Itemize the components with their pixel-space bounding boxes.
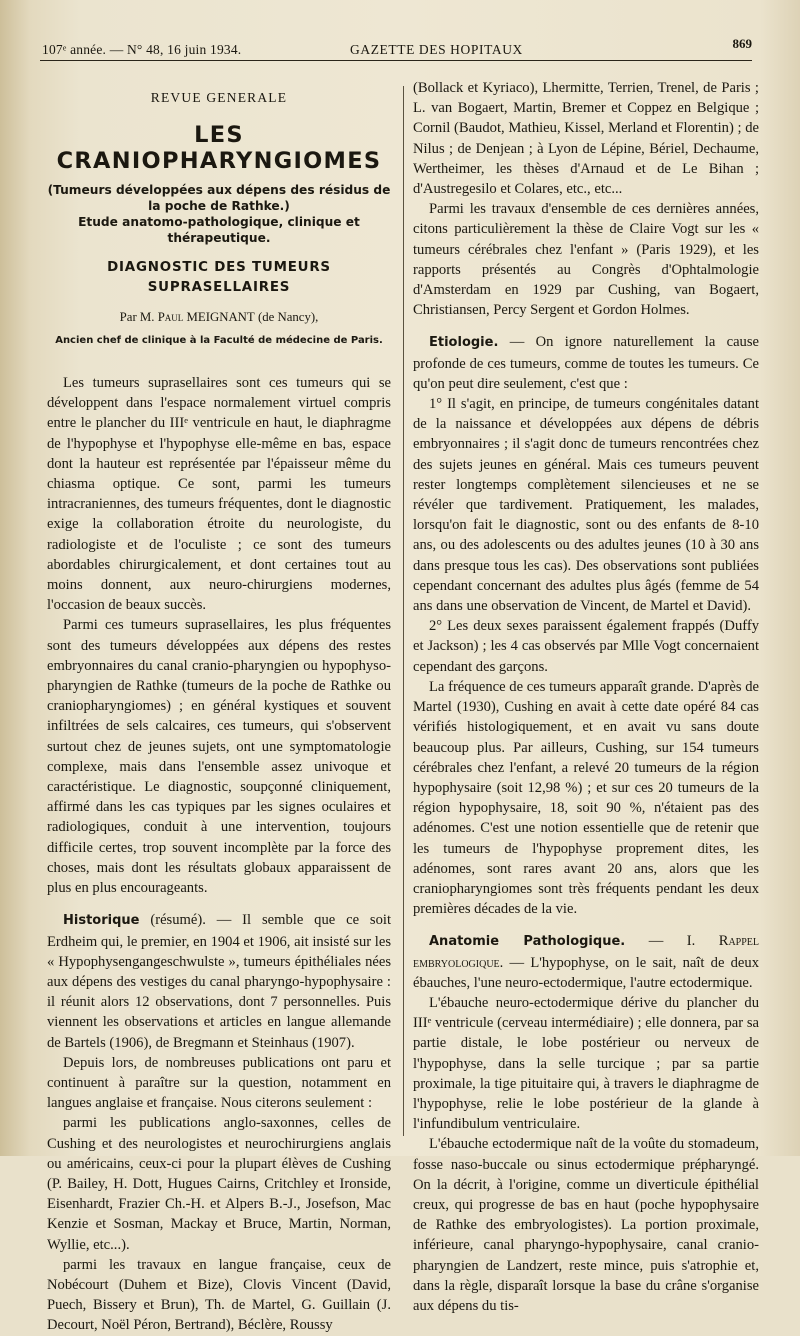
paragraph: L'ébauche ectodermique naît de la voûte du stomadeum, fosse naso-buccale ou sinus ectodermique prépharyngé. On la décrit, à l'origine, comme un diverticule épithélial creux, qui progresse de bas en haut (poche hypophysaire de Rathke des embryologistes). La portion proximale, inférieure, canal pharyngo-hypophysaire, canal cranio-pharyngien de Landzert, reste mince, puis s'atrophie et, dans la règle, disparaît lorsque la base du crâne s'organise aux dépens du tis-: [413, 1136, 759, 1314]
paragraph: Depuis lors, de nombreuses publications ont paru et continuent à paraître sur la question, notamment en langues anglaise et française. Nous citerons seulement :: [47, 1054, 391, 1112]
paragraph: parmi les travaux en langue française, ceux de Nobécourt (Duhem et Bize), Clovis Vincent (David, Puech, Bissery et Brun), Th. de Martel, G. Guillain (J. Decourt, Noël Péron, Bertrand), Béclère, Roussy: [47, 1256, 391, 1334]
paragraph-text: — L'hypophyse, on le sait, naît de deux ébauches, l'une neuro-ectodermique, l'autre ectodermique.: [413, 954, 759, 991]
section-label: REVUE GENERALE: [150, 90, 288, 105]
paragraph: parmi les publications anglo-saxonnes, celles de Cushing et des neurologistes et neurochirurgiens anglais ou américains, ceux-ci pour la plupart élèves de Cushing (P. Bailey, H. Dott, Hugues Cairns, Critchley et Ironside, Eisenhardt, Frazier Ch.-H. et Alpers B.-J., Josefson, Mac Kenzie et Sosman, Mackay et Bruce, Martin, Norman, Wyllie, etc...).: [47, 1115, 391, 1253]
page-number: 869: [732, 36, 752, 51]
paragraph-anatomie: [413, 931, 759, 993]
paragraph: 2° Les deux sexes paraissent également frappés (Duffy et Jackson) ; les 4 cas observés par Mlle Vogt concernaient cependant des garçons.: [413, 618, 759, 675]
paragraph: 1° Il s'agit, en principe, de tumeurs congénitales datant de la naissance et développées aux dépens de débris embryonnaires ; il s'agit donc de tumeurs rencontrées chez des sujets jeunes en général. Mais ces tumeurs peuvent rester longtemps complètement silencieuses et ne se révéler que tardivement. Pratiquement, les malades, lorsqu'on fait le diagnostic, sont ou des enfants de 8-10 ans, ou des adolescents ou des adultes jeunes (10 à 30 ans dans presque tous les cas). Des observations sont publiées cependant concernant des adultes plus âgés (femme de 54 ans dans une observation de Vincent, de Martel et David).: [413, 396, 759, 615]
article-subtitle-2: Etude anatomo-pathologique, clinique et thérapeutique.: [78, 215, 360, 246]
subsection-heading: — I. Rappel embryologique.: [413, 933, 759, 971]
author-affiliation: Ancien chef de clinique à la Faculté de médecine de Paris.: [55, 334, 383, 346]
paragraph-etiologie: [413, 332, 759, 394]
article-subtitle-1: (Tumeurs développées aux dépens des résidus de la poche de Rathke.): [47, 183, 391, 214]
issue-info: 107ᵉ année. — N° 48, 16 juin 1934.: [42, 42, 242, 57]
author-line: [47, 307, 391, 327]
section-heading: Etiologie.: [429, 335, 499, 351]
paragraph-text: — On ignore naturellement la cause profonde de ces tumeurs, comme de toutes les tumeurs. Ce qu'on peut dire seulement, c'est que :: [413, 334, 760, 392]
page-header: [40, 36, 752, 61]
column-divider: [403, 86, 404, 1136]
paragraph: Parmi les travaux d'ensemble de ces dernières années, citons particulièrement la thèse de Claire Vogt sur les « tumeurs cérébrales chez l'enfant » (Paris 1929), et les rapports présentés au Congrès d'Ophtalmologie d'Amsterdam en 1929 par Cushing, van Bogaert, Christiansen, Percy Sergent et Gordon Holmes.: [413, 201, 759, 319]
right-column: [413, 78, 759, 1316]
paragraph-text: (résumé). — Il semble que ce soit Erdheim qui, le premier, en 1904 et 1906, ait insisté sur les « Hypophysengangeschwulste », tumeurs épithéliales nées aux dépens des vestiges du canal pharyngo-hypophysaire : il réunit alors 12 observations, dont 7 personnelles. Puis viennent les observations et articles en langue allemande de Bartels (1906), de Bregmann et Steinhaus (1907).: [47, 912, 392, 1051]
paragraph: Les tumeurs suprasellaires sont ces tumeurs qui se développent dans l'espace normalement virtuel compris entre le plancher du IIIᵉ ventricule en haut, le diaphragme de l'hypophyse et l'hypophyse elle-même en bas, espace dont la hauteur est représentée par l'épaisseur même du chiasma optique. Ce sont, parmi les tumeurs intracraniennes, des tumeurs fréquentes, dont le diagnostic exige la collaboration étroite du neurologiste, du radiologiste et de l'oculiste ; ce sont des tumeurs abordables chirurgicalement, et dont certaines tout au moins donnent, aux neuro-chirurgiens modernes, l'occasion de beaux succès.: [47, 375, 391, 614]
article-title: LES CRANIOPHARYNGIOMES: [56, 122, 382, 175]
article-subtitle-3: DIAGNOSTIC DES TUMEURS SUPRASELLAIRES: [107, 260, 331, 296]
section-heading: Anatomie Pathologique.: [429, 934, 626, 950]
paragraph-historique: [47, 910, 391, 1052]
section-heading: Historique: [63, 913, 140, 929]
left-column: [47, 78, 391, 1336]
author-prefix: Par M.: [119, 309, 155, 324]
paragraph: L'ébauche neuro-ectodermique dérive du plancher du IIIᵉ ventricule (cerveau intermédiaire) ; elle donnera, par sa partie distale, le lobe postérieur ou nerveux de l'hypophyse, dans la selle turcique ; par sa partie proximale, la tige pituitaire qui, à travers le diaphragme de l'hypophyse, relie le lobe postérieur de la glande à l'infundibulum ventriculaire.: [413, 994, 759, 1133]
author-name: Paul MEIGNANT: [157, 309, 255, 324]
paragraph: (Bollack et Kyriaco), Lhermitte, Terrien, Trenel, de Paris ; L. van Bogaert, Martin, Bremer et Coppez en Belgique ; Cornil (Baudot, Mathieu, Kissel, Merland et Florentin) ; de Nilus ; de Denjean ; à Lyon de Lépine, Bériel, Dechaume, Wertheimer, les thèses d'Arnaud et de Le Bihan ; d'Austregesilo et Colares, etc., etc...: [413, 80, 759, 198]
journal-name: GAZETTE DES HOPITAUX: [350, 42, 523, 57]
paragraph: Parmi ces tumeurs suprasellaires, les plus fréquentes sont des tumeurs développées aux dépens des restes embryonnaires du canal cranio-pharyngien ou hypophyso-pharyngien de Rathke (tumeurs de la poche de Rathke ou craniopharyngiomes) ; en général kystiques et souvent infiltrées de sels calcaires, ces tumeurs, qui s'observent surtout chez de jeunes sujets, ont une symptomatologie complexe, mais dans l'ensemble assez univoque et caractéristique. Le diagnostic, soupçonné cliniquement, affirmé dans les cas typiques par les signes oculaires et radiologiques, conduit à une intervention, toujours difficile certes, trop souvent incomplète par la force des choses, mais dont les résultats globaux apparaissent de plus en plus encourageants.: [47, 617, 391, 897]
author-place: (de Nancy),: [257, 309, 319, 324]
paragraph: La fréquence de ces tumeurs apparaît grande. D'après de Martel (1930), Cushing en avait à cette date opéré 84 cas vérifiés histologiquement, et en avait vu sans doute beaucoup plus. Par ailleurs, Cushing, sur 154 tumeurs cérébrales chez l'enfant, a relevé 20 tumeurs de la région hypophysaire (soit 12,98 %) ; et sur ces 20 tumeurs de la région hypophysaire, 18, soit 90 %, n'étaient pas des adénomes. C'est une notion essentielle que de retenir que les tumeurs de l'hypophyse proprement dites, les adénomes, sont rares avant 20 ans, alors que les craniopharyngiomes sont très fréquents pendant les deux premières décades de la vie.: [413, 678, 759, 918]
